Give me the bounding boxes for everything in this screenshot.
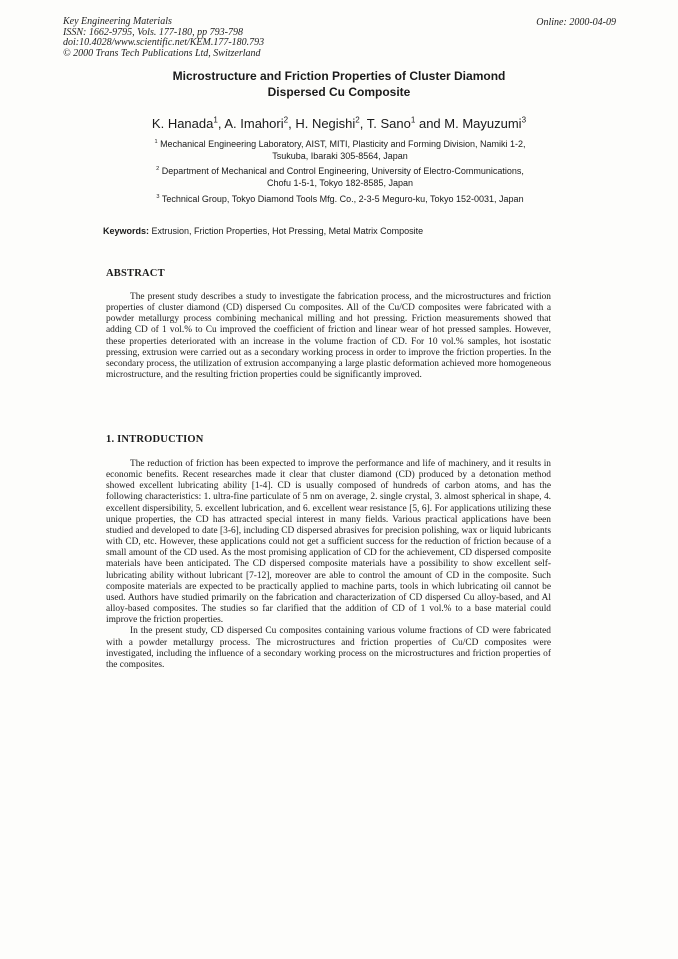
title-line-1: Microstructure and Friction Properties of Cluster Diamond bbox=[172, 69, 506, 83]
author-name: T. Sano bbox=[366, 116, 411, 131]
affiliation-line: Mechanical Engineering Laboratory, AIST, MITI, Plasticity and Forming Division, Namiki 1-2, bbox=[160, 139, 526, 149]
affiliation-line: Technical Group, Tokyo Diamond Tools Mfg. Co., 2-3-5 Meguro-ku, Tokyo 152-0031, Japan bbox=[161, 194, 524, 204]
affiliation-1 bbox=[95, 139, 585, 162]
abstract-heading: ABSTRACT bbox=[106, 268, 165, 279]
author-separator: and bbox=[415, 116, 445, 131]
author-affiliation-mark: 3 bbox=[521, 115, 527, 125]
author-affiliation-mark: 1 bbox=[213, 115, 218, 125]
affiliation-line: Chofu 1-5-1, Tokyo 182-8585, Japan bbox=[267, 177, 413, 188]
affiliation-mark: 3 bbox=[156, 194, 160, 200]
copyright-line: © 2000 Trans Tech Publications Ltd, Switzerland bbox=[63, 47, 261, 59]
keywords bbox=[103, 226, 583, 236]
keywords-text: Extrusion, Friction Properties, Hot Pressing, Metal Matrix Composite bbox=[151, 226, 424, 236]
journal-name: Key Engineering Materials bbox=[63, 16, 172, 27]
abstract-paragraph: The present study describes a study to investigate the fabrication process, and the microstructures and friction properties of cluster diamond (CD) dispersed Cu composites. All of the Cu/CD composites were fabricated with a powder metallurgy process combining mechanical milling and hot pressing. Friction measurements showed that adding CD of 1 vol.% to Cu improved the coefficient of friction and linear wear of hot pressed samples. However, these properties deteriorated with an increase in the volume fraction of CD. For 10 vol.% samples, hot isostatic pressing, extrusion were carried out as a secondary working process in order to improve the friction properties. In the secondary process, the utilization of extrusion accompanying a large plastic deformation achieved more homogeneous microstructure, and the resulting friction properties could be significantly improved. bbox=[106, 292, 551, 381]
doi-line: doi:10.4028/www.scientific.net/KEM.177-180.793 bbox=[63, 37, 265, 48]
author-affiliation-mark: 2 bbox=[355, 115, 360, 125]
author-list bbox=[0, 116, 678, 131]
introduction-heading: 1. INTRODUCTION bbox=[106, 434, 204, 445]
author-affiliation-mark: 2 bbox=[283, 115, 289, 125]
author-name: H. Negishi bbox=[295, 116, 356, 131]
author-name: A. Imahori bbox=[224, 116, 284, 131]
author-separator: , bbox=[359, 116, 367, 131]
title-line-2: Dispersed Cu Composite bbox=[267, 85, 411, 99]
affiliation-line: Department of Mechanical and Control Engineering, University of Electro-Communications, bbox=[161, 166, 524, 176]
abstract-body bbox=[106, 292, 551, 381]
journal-header bbox=[63, 17, 264, 59]
keywords-label: Keywords: bbox=[103, 226, 150, 236]
author-name: M. Mayuzumi bbox=[444, 116, 522, 131]
introduction-paragraph: In the present study, CD dispersed Cu composites containing various volume fractions of CD were fabricated with a powder metallurgy process. The microstructures and friction properties of Cu/CD composites were investigated, including the influence of a secondary working process on the microstructures and friction properties of the composites. bbox=[106, 626, 551, 670]
affiliation-mark: 1 bbox=[154, 139, 158, 145]
author-name: K. Hanada bbox=[151, 116, 214, 131]
online-date: Online: 2000-04-09 bbox=[536, 17, 616, 28]
introduction-paragraph: The reduction of friction has been expected to improve the performance and life of machinery, and it results in economic benefits. Recent researches made it clear that cluster diamond (CD) produced by a detonation method showed excellent lubricating ability [1-4]. CD is usually composed of hundreds of carbon atoms, and has the following characteristics: 1. ultra-fine particulate of 5 nm on average, 2. single crystal, 3. almost spherical in shape, 4. excellent dispersibility, 5. excellent lubrication, and 6. excellent wear resistance [5, 6]. For applications utilizing these unique properties, the CD has attracted special interest in many fields. Various practical applications have been studied and developed to date [3-6], including CD dispersed abrasives for precision polishing, wax or liquid lubricants with CD, etc. However, these applications could not get a sufficient success for the reduction of friction because of a small amount of the CD used. As the most promising application of CD for the achievement, CD dispersed composite materials have been anticipated. The CD dispersed composite materials have a possibility to show excellent self-lubricating ability without lubricant [7-12], moreover are able to control the amount of CD in the composite. Such composite materials are expected to be practically applied to machine parts, tools in which lubricating oil cannot be used. Authors have studied primarily on the fabrication and characterization of CD dispersed Cu alloy-based, and Al alloy-based composites. The studies so far clarified that the addition of CD of 1 vol.% to a base material could improve the friction properties. bbox=[106, 459, 551, 626]
affiliation-2 bbox=[95, 166, 585, 189]
issn-line: ISSN: 1662-9795, Vols. 177-180, pp 793-798 bbox=[63, 26, 243, 38]
author-affiliation-mark: 1 bbox=[410, 115, 416, 125]
affiliation-line: Tsukuba, Ibaraki 305-8564, Japan bbox=[272, 150, 408, 161]
paper-title bbox=[0, 68, 678, 100]
introduction-body bbox=[106, 459, 551, 671]
author-separator: , bbox=[217, 116, 225, 131]
author-separator: , bbox=[288, 116, 296, 131]
affiliation-3 bbox=[95, 194, 585, 206]
affiliation-mark: 2 bbox=[156, 166, 160, 172]
